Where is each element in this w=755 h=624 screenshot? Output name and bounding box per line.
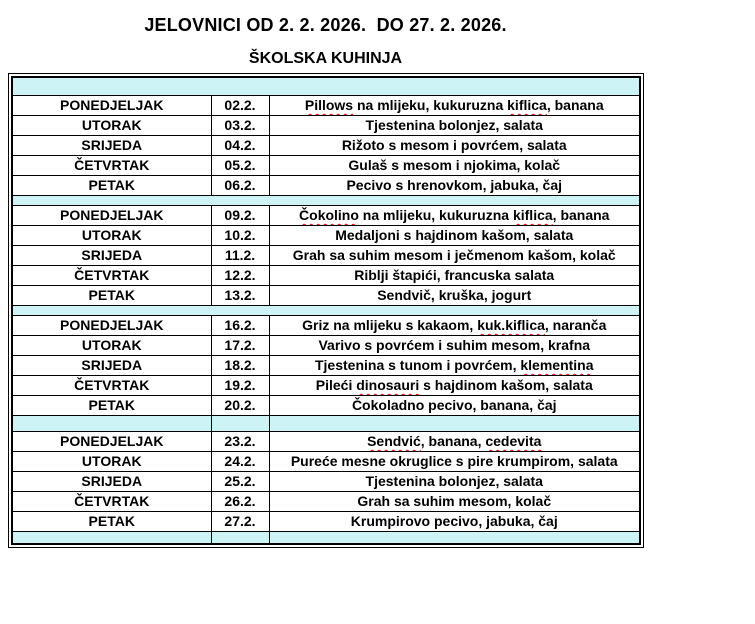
meal-cell bbox=[269, 471, 640, 491]
date-cell: 03.2. bbox=[211, 115, 269, 135]
date-cell: 09.2. bbox=[211, 205, 269, 225]
meal-cell bbox=[269, 355, 640, 375]
day-cell: PETAK bbox=[12, 285, 211, 305]
meal-text: Gulaš s mesom i njokima, kolač bbox=[348, 157, 561, 173]
separator-cell bbox=[12, 531, 211, 544]
meal-cell bbox=[269, 135, 640, 155]
meal-cell bbox=[269, 511, 640, 531]
table-row bbox=[12, 115, 640, 135]
menu-table-wrapper bbox=[8, 73, 644, 548]
meal-cell bbox=[269, 245, 640, 265]
table-row bbox=[12, 155, 640, 175]
meal-cell bbox=[269, 375, 640, 395]
meal-text: Grah sa suhim mesom i ječmenom kašom, kolač bbox=[292, 247, 616, 263]
meal-cell bbox=[269, 315, 640, 335]
day-cell: SRIJEDA bbox=[12, 245, 211, 265]
day-cell: PETAK bbox=[12, 175, 211, 195]
date-cell: 25.2. bbox=[211, 471, 269, 491]
table-row bbox=[12, 451, 640, 471]
date-cell: 12.2. bbox=[211, 265, 269, 285]
meal-cell bbox=[269, 335, 640, 355]
meal-cell bbox=[269, 225, 640, 245]
table-row bbox=[12, 395, 640, 415]
meal-text: Tjestenina s tunom i povrćem, bbox=[314, 357, 521, 373]
meal-cell bbox=[269, 115, 640, 135]
meal-text: Griz na mlijeku s kakaom, bbox=[302, 317, 478, 333]
table-row bbox=[12, 245, 640, 265]
separator-cell bbox=[269, 531, 640, 544]
table-row bbox=[12, 285, 640, 305]
meal-text: na mlijeku, kukuruzna bbox=[358, 207, 513, 223]
day-cell: PETAK bbox=[12, 395, 211, 415]
meal-cell bbox=[269, 265, 640, 285]
week-separator-row bbox=[12, 415, 640, 431]
date-cell: 18.2. bbox=[211, 355, 269, 375]
day-cell: UTORAK bbox=[12, 335, 211, 355]
separator-cell bbox=[211, 531, 269, 544]
day-cell: SRIJEDA bbox=[12, 135, 211, 155]
day-cell: PETAK bbox=[12, 511, 211, 531]
day-cell: ČETVRTAK bbox=[12, 491, 211, 511]
meal-text: , naranča bbox=[544, 317, 607, 333]
date-cell: 17.2. bbox=[211, 335, 269, 355]
separator-cell bbox=[269, 415, 640, 431]
table-row bbox=[12, 225, 640, 245]
meal-text: na mlijeku, kukuruzna bbox=[353, 97, 508, 113]
meal-cell bbox=[269, 395, 640, 415]
meal-text-misspelled: kuk.kiflica bbox=[477, 317, 545, 333]
meal-text: , banana bbox=[552, 207, 610, 223]
day-cell: ČETVRTAK bbox=[12, 375, 211, 395]
date-cell: 23.2. bbox=[211, 431, 269, 451]
meal-cell bbox=[269, 285, 640, 305]
day-cell: PONEDJELJAK bbox=[12, 315, 211, 335]
meal-text: s hajdinom kašom, salata bbox=[419, 377, 593, 393]
meal-text-misspelled: kiflica bbox=[512, 207, 553, 223]
date-cell: 04.2. bbox=[211, 135, 269, 155]
meal-cell bbox=[269, 451, 640, 471]
meal-cell bbox=[269, 95, 640, 115]
date-cell: 10.2. bbox=[211, 225, 269, 245]
meal-text-misspelled: kiflica bbox=[507, 97, 547, 113]
day-cell: SRIJEDA bbox=[12, 471, 211, 491]
table-row bbox=[12, 431, 640, 451]
table-row bbox=[12, 355, 640, 375]
meal-text: Rižoto s mesom i povrćem, salata bbox=[341, 137, 567, 153]
meal-text: , banana, bbox=[420, 433, 486, 449]
table-header-row bbox=[12, 77, 640, 95]
meal-cell bbox=[269, 175, 640, 195]
date-cell: 19.2. bbox=[211, 375, 269, 395]
meal-text: Medaljoni s hajdinom kašom, salata bbox=[335, 227, 574, 243]
table-row bbox=[12, 511, 640, 531]
date-cell: 16.2. bbox=[211, 315, 269, 335]
page-title: JELOVNICI OD 2. 2. 2026. DO 27. 2. 2026. bbox=[144, 15, 507, 35]
day-cell: ČETVRTAK bbox=[12, 155, 211, 175]
date-cell: 05.2. bbox=[211, 155, 269, 175]
table-row bbox=[12, 491, 640, 511]
date-cell: 24.2. bbox=[211, 451, 269, 471]
table-row bbox=[12, 471, 640, 491]
meal-text: Riblji štapići, francuska salata bbox=[354, 267, 555, 283]
week-separator-row bbox=[12, 305, 640, 315]
meal-text: Tjestenina bolonjez, salata bbox=[365, 473, 543, 489]
day-cell: PONEDJELJAK bbox=[12, 205, 211, 225]
meal-cell bbox=[269, 431, 640, 451]
meal-text: Čokoladno pecivo, banana, čaj bbox=[351, 397, 557, 413]
day-cell: UTORAK bbox=[12, 451, 211, 471]
meal-cell bbox=[269, 155, 640, 175]
meal-text: Pileći bbox=[315, 377, 357, 393]
date-cell: 26.2. bbox=[211, 491, 269, 511]
table-row bbox=[12, 335, 640, 355]
day-cell: UTORAK bbox=[12, 115, 211, 135]
meal-text: Tjestenina bolonjez, salata bbox=[365, 117, 543, 133]
date-cell: 27.2. bbox=[211, 511, 269, 531]
meal-text-misspelled: Čokolino bbox=[299, 207, 359, 223]
meal-cell bbox=[269, 205, 640, 225]
table-row bbox=[12, 95, 640, 115]
separator-cell bbox=[12, 195, 640, 205]
day-cell: UTORAK bbox=[12, 225, 211, 245]
table-row bbox=[12, 315, 640, 335]
date-cell: 11.2. bbox=[211, 245, 269, 265]
page-subtitle: ŠKOLSKA KUHINJA bbox=[248, 50, 403, 67]
week-separator-row bbox=[12, 195, 640, 205]
document-page bbox=[0, 15, 651, 553]
table-row bbox=[12, 375, 640, 395]
meal-text: Pureće mesne okruglice s pire krumpirom, salata bbox=[290, 453, 618, 469]
meal-text-misspelled: Sendvić bbox=[367, 433, 421, 449]
separator-cell bbox=[211, 415, 269, 431]
table-row bbox=[12, 135, 640, 155]
meal-text: Varivo s povrćem i suhim mesom, krafna bbox=[318, 337, 591, 353]
menu-table bbox=[11, 76, 641, 545]
date-cell: 13.2. bbox=[211, 285, 269, 305]
meal-text-misspelled: klementina bbox=[520, 357, 594, 373]
meal-text: Krumpirovo pecivo, jabuka, čaj bbox=[350, 513, 558, 529]
table-footer-row bbox=[12, 531, 640, 544]
meal-text-misspelled: dinosauri bbox=[356, 377, 420, 393]
meal-text: Pecivo s hrenovkom, jabuka, čaj bbox=[346, 177, 563, 193]
day-cell: SRIJEDA bbox=[12, 355, 211, 375]
day-cell: PONEDJELJAK bbox=[12, 431, 211, 451]
separator-cell bbox=[12, 77, 640, 95]
separator-cell bbox=[12, 305, 640, 315]
table-row bbox=[12, 175, 640, 195]
day-cell: PONEDJELJAK bbox=[12, 95, 211, 115]
meal-text: Grah sa suhim mesom, kolač bbox=[357, 493, 552, 509]
date-cell: 20.2. bbox=[211, 395, 269, 415]
meal-cell bbox=[269, 491, 640, 511]
table-row bbox=[12, 265, 640, 285]
day-cell: ČETVRTAK bbox=[12, 265, 211, 285]
meal-text: Sendvič, kruška, jogurt bbox=[377, 287, 532, 303]
separator-cell bbox=[12, 415, 211, 431]
meal-text-misspelled: cedevita bbox=[485, 433, 542, 449]
date-cell: 06.2. bbox=[211, 175, 269, 195]
meal-text-misspelled: Pillows bbox=[304, 97, 354, 113]
meal-text: , banana bbox=[546, 97, 604, 113]
date-cell: 02.2. bbox=[211, 95, 269, 115]
table-row bbox=[12, 205, 640, 225]
